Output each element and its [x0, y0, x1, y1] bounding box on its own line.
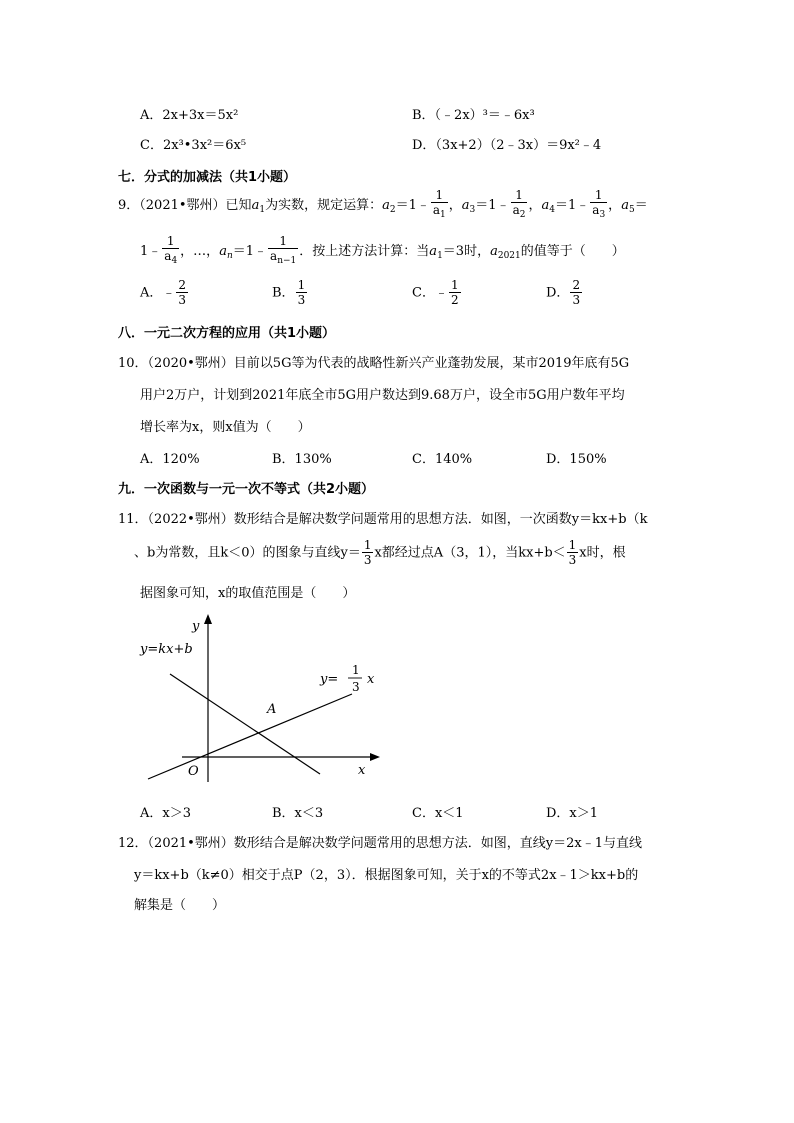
q11-line-1: 11．（2022•鄂州）数形结合是解决数学问题常用的思想方法．如图，一次函数y＝kx+b（k	[118, 512, 648, 527]
q9-option-b: B． $\frac{1}{3}$	[272, 278, 306, 307]
y-axis-arrow	[204, 614, 212, 624]
point-a-label: A	[267, 702, 277, 717]
q11-option-b: B．x＜3	[272, 806, 324, 821]
x-axis-arrow	[370, 753, 380, 761]
q8-option-d: D．（3x+2）（2﹣3x）＝9x²﹣4	[412, 138, 602, 153]
q11-option-c: C．x＜1	[412, 806, 464, 821]
q9-option-c: C．﹣ $\frac{1}{2}$	[412, 278, 459, 307]
q10-option-c: C．140%	[412, 452, 473, 467]
q11-line-3: 据图象可知，x的取值范围是（ ）	[140, 586, 356, 601]
line-third-x-label: y=	[320, 672, 339, 687]
q9-one-minus: 1﹣	[408, 198, 430, 213]
section-8-heading: 八．一元二次方程的应用（共1小题）	[118, 326, 336, 341]
q8-option-b: B．（﹣2x）³＝﹣6x³	[412, 108, 535, 123]
q11-option-d: D．x＞1	[546, 806, 599, 821]
y-axis-label: y	[192, 619, 200, 634]
q9-eq: ＝	[395, 198, 409, 213]
q9-text-1: 已知	[225, 198, 252, 213]
q11-line-2: 、b为常数，且k＜0）的图象与直线y＝ $\frac{1}{3}$ x都经过点A（3，1），当kx+b＜ $\frac{1}{3}$ x时，根	[134, 538, 626, 567]
q9-frac-an-1: $\frac{1}{a_{n-1}}$	[270, 234, 297, 266]
q10-option-a: A．120%	[140, 452, 200, 467]
line-kx-b	[170, 674, 320, 774]
q9-text-2: 为实数，规定运算：	[265, 198, 383, 213]
line-kx-b-label: y=kx+b	[140, 642, 193, 657]
x-axis-label: x	[358, 763, 366, 778]
line-third-x	[148, 694, 352, 779]
q9-frac-a2: $\frac{1}{a_2}$	[512, 188, 526, 220]
q9-frac-a1: $\frac{1}{a_1}$	[432, 188, 446, 220]
q12-line-1: 12．（2021•鄂州）数形结合是解决数学问题常用的思想方法．如图，直线y＝2x﹣1与直线	[118, 836, 643, 851]
section-9-heading: 九．一次函数与一元一次不等式（共2小题）	[118, 482, 375, 497]
line-third-x-num: 1	[352, 663, 360, 677]
q9-source: （2021•鄂州）	[139, 198, 226, 213]
q9-line-1: 9．（2021•鄂州）已知$a_1$为实数，规定运算：$a_2=1﹣$ $\frac{1}{a_1}$ ，$a_3=1﹣$ $\frac{1}{a_2}$ ，$a_4=1﹣$ $\frac{1}{a_3}$ ，$a_5=$	[118, 188, 648, 223]
q12-line-2: y＝kx+b（k≠0）相交于点P（2，3）．根据图象可知，关于x的不等式2x﹣1＞kx+b的	[134, 868, 639, 883]
line-third-x-var: x	[367, 672, 375, 687]
q10-line-2: 用户2万户，计划到2021年底全市5G用户数达到9.68万户，设全市5G用户数年平均	[140, 388, 625, 403]
q8-option-a: A．2x+3x＝5x²	[140, 108, 239, 123]
q10-line-3: 增长率为x，则x值为（ ）	[140, 420, 311, 435]
q9-option-a: A．﹣ $\frac{2}{3}$	[140, 278, 187, 307]
q11-option-a: A．x＞3	[140, 806, 191, 821]
q10-option-d: D．150%	[546, 452, 607, 467]
q10-option-b: B．130%	[272, 452, 332, 467]
q9-line2-tail: ．按上述方法计算：当	[299, 244, 430, 259]
line-third-x-den: 3	[352, 680, 360, 694]
q12-line-3: 解集是（ ）	[134, 898, 226, 913]
q9-frac-a3: $\frac{1}{a_3}$	[592, 188, 606, 220]
q9-number: 9．	[118, 198, 140, 213]
q9-option-d: D． $\frac{2}{3}$	[546, 278, 581, 307]
q11-frac-1: $\frac{1}{3}$	[363, 538, 372, 567]
q9-frac-a4: $\frac{1}{a_4}$	[164, 234, 178, 266]
section-7-heading: 七．分式的加减法（共1小题）	[118, 170, 297, 185]
q10-line-1: 10．（2020•鄂州）目前以5G等为代表的战略性新兴产业蓬勃发展，某市2019年底有5G	[118, 356, 630, 371]
q11-graph	[130, 612, 390, 787]
q8-option-c: C．2x³•3x²＝6x⁵	[140, 138, 247, 153]
q9-line-2: 1﹣ $\frac{1}{a_4}$ ，…，$a_n=1﹣$ $\frac{1}{a_{n-1}}$ ．按上述方法计算：当$a_1=3$时，$a_{2021}$的值等于（ ）	[140, 234, 625, 269]
origin-label: O	[188, 764, 199, 779]
q11-frac-2: $\frac{1}{3}$	[568, 538, 577, 567]
